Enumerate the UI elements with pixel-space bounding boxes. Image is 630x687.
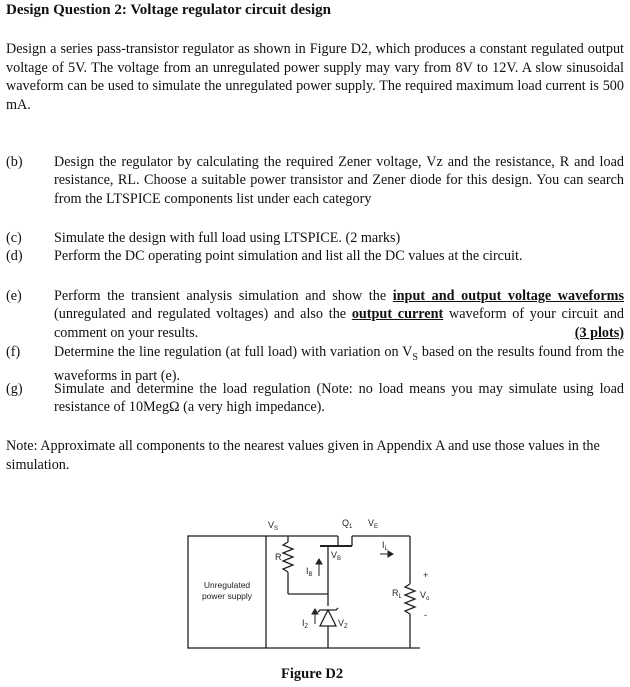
item-f-text-a: Determine the line regulation (at full load) with variation on V — [54, 344, 413, 360]
label-r: R — [275, 552, 282, 562]
label-il: $I_L$ — [382, 540, 388, 552]
item-f-sub: S — [412, 351, 418, 363]
item-e-text-a: Perform the transient analysis simulation and show the — [54, 288, 393, 304]
resistor-rl — [405, 584, 415, 614]
item-g-text: Simulate and determine the load regulation (Note: no load means you may simulate using load resistance of 10MegΩ (a very high impedance). — [54, 381, 624, 416]
box-line2: power supply — [201, 591, 253, 601]
item-e-text-b: (unregulated and regulated voltages) and also the — [54, 306, 352, 323]
item-c-label: (c) — [6, 230, 22, 246]
label-q1: $Q_1$ — [342, 518, 353, 530]
label-plus: + — [423, 570, 429, 580]
label-ib: $I_B$ — [306, 566, 313, 578]
item-c-text: Simulate the design with full load using LTSPICE. (2 marks) — [54, 230, 401, 246]
zener-diode — [318, 608, 338, 626]
intro-paragraph: Design a series pass-transistor regulator as shown in Figure D2, which produces a constant regulated output voltage of 5V. The voltage from an unregulated power supply may vary from 8V to 12V. A slow sinusoidal waveform can be used to simulate the unregulated power supply. The required maximum load current is 500 mA. — [6, 41, 624, 113]
label-vz: $V_Z$ — [338, 618, 348, 630]
item-e-bold-a: input and output voltage waveforms — [392, 288, 624, 304]
circuit-diagram — [180, 514, 440, 664]
label-iz: $I_Z$ — [302, 618, 309, 630]
item-f-label: (f) — [6, 344, 21, 360]
question-title: Design Question 2: Voltage regulator circuit design — [6, 2, 332, 18]
item-d-label: (d) — [6, 248, 23, 264]
label-vs: $V_S$ — [268, 520, 279, 532]
item-b-label: (b) — [6, 154, 23, 170]
box-line1: Unregulated — [203, 580, 251, 590]
item-f-text-b: based on the results found from the waveforms in part (e). — [54, 344, 624, 385]
item-e-marks: (3 plots) — [574, 324, 624, 341]
figure-caption: Figure D2 — [281, 666, 344, 682]
item-e-text-c: waveform of your circuit and comment on your results. — [54, 306, 625, 341]
label-vb: $V_B$ — [331, 550, 342, 562]
item-e-label: (e) — [6, 288, 22, 304]
item-g-label: (g) — [6, 381, 23, 397]
item-d-text: Perform the DC operating point simulation and list all the DC values at the circuit. — [54, 248, 523, 264]
label-rl: $R_L$ — [392, 588, 402, 600]
item-b-text: Design the regulator by calculating the required Zener voltage, Vz and the resistance, R and load resistance, RL. Choose a suitable power transistor and Zener diode for this design. You can search from the LTSPICE components list under each category — [54, 154, 624, 207]
resistor-r — [283, 542, 293, 572]
note-paragraph: Note: Approximate all components to the nearest values given in Appendix A and use those values in the simulation. — [6, 438, 600, 473]
item-e-text — [54, 287, 624, 342]
item-e-bold-b: output current — [351, 306, 444, 323]
label-ve: $V_E$ — [368, 518, 379, 530]
label-minus: - — [424, 610, 427, 620]
label-vo: $V_o$ — [420, 590, 430, 602]
